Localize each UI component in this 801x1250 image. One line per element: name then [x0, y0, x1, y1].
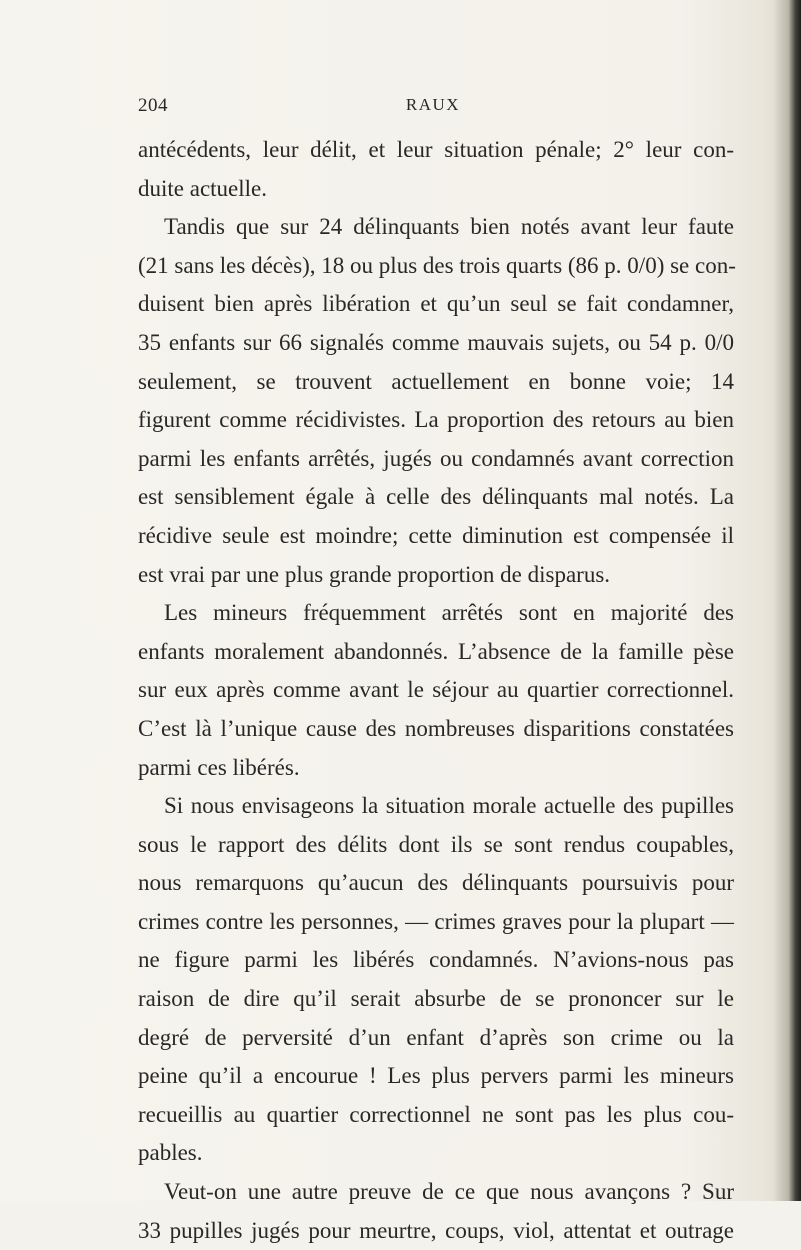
page-header	[138, 95, 728, 119]
text-line: C’est là l’unique cause des nombreuses disparitions constatées	[138, 715, 734, 741]
text-line: Veut-on une autre preuve de ce que nous avançons ? Sur	[164, 1179, 734, 1205]
text-line: enfants moralement abandonnés. L’absence de la famille pèse	[138, 638, 734, 664]
text-line: est sensiblement égale à celle des délinquants mal notés. La	[138, 484, 734, 510]
text-line: 33 pupilles jugés pour meurtre, coups, viol, attentat et outrage	[138, 1217, 734, 1243]
text-line: degré de perversité d’un enfant d’après son crime ou la	[138, 1024, 734, 1050]
text-line: parmi les enfants arrêtés, jugés ou condamnés avant correction	[138, 445, 734, 471]
text-line: est vrai par une plus grande proportion de disparus.	[138, 561, 611, 587]
text-line: crimes contre les personnes, — crimes graves pour la plupart —	[138, 908, 734, 934]
text-line: sous le rapport des délits dont ils se sont rendus coupables,	[138, 831, 734, 857]
page-number: 204	[138, 95, 168, 116]
text-line: peine qu’il a encourue ! Les plus pervers parmi les mineurs	[138, 1063, 734, 1089]
text-line: seulement, se trouvent actuellement en bonne voie; 14	[138, 368, 734, 394]
text-line: Les mineurs fréquemment arrêtés sont en majorité des	[164, 600, 734, 626]
text-line: pables.	[138, 1140, 203, 1166]
body-text	[138, 131, 734, 1250]
text-line: sur eux après comme avant le séjour au quartier correctionnel.	[138, 677, 734, 703]
text-line: figurent comme récidivistes. La proportion des retours au bien	[138, 407, 734, 433]
text-line: duite actuelle.	[138, 175, 267, 201]
text-line: (21 sans les décès), 18 ou plus des trois quarts (86 p. 0/0) se con-	[138, 252, 736, 278]
text-line: raison de dire qu’il serait absurbe de se prononcer sur le	[138, 986, 734, 1012]
text-line: 35 enfants sur 66 signalés comme mauvais sujets, ou 54 p. 0/0	[138, 329, 734, 355]
text-line: ne figure parmi les libérés condamnés. N’avions-nous pas	[138, 947, 734, 973]
text-line: nous remarquons qu’aucun des délinquants poursuivis pour	[138, 870, 734, 896]
text-line: récidive seule est moindre; cette diminution est compensée il	[138, 522, 734, 548]
text-line: parmi ces libérés.	[138, 754, 300, 780]
page-edge-shadow	[773, 0, 801, 1201]
running-head: RAUX	[405, 95, 461, 114]
text-line: Si nous envisageons la situation morale actuelle des pupilles	[164, 793, 734, 819]
text-line: antécédents, leur délit, et leur situation pénale; 2° leur con-	[138, 137, 734, 162]
text-line: recueillis au quartier correctionnel ne sont pas les plus cou-	[138, 1101, 734, 1127]
text-line: duisent bien après libération et qu’un seul se fait condamner,	[138, 291, 734, 317]
text-line: Tandis que sur 24 délinquants bien notés avant leur faute	[164, 214, 734, 240]
